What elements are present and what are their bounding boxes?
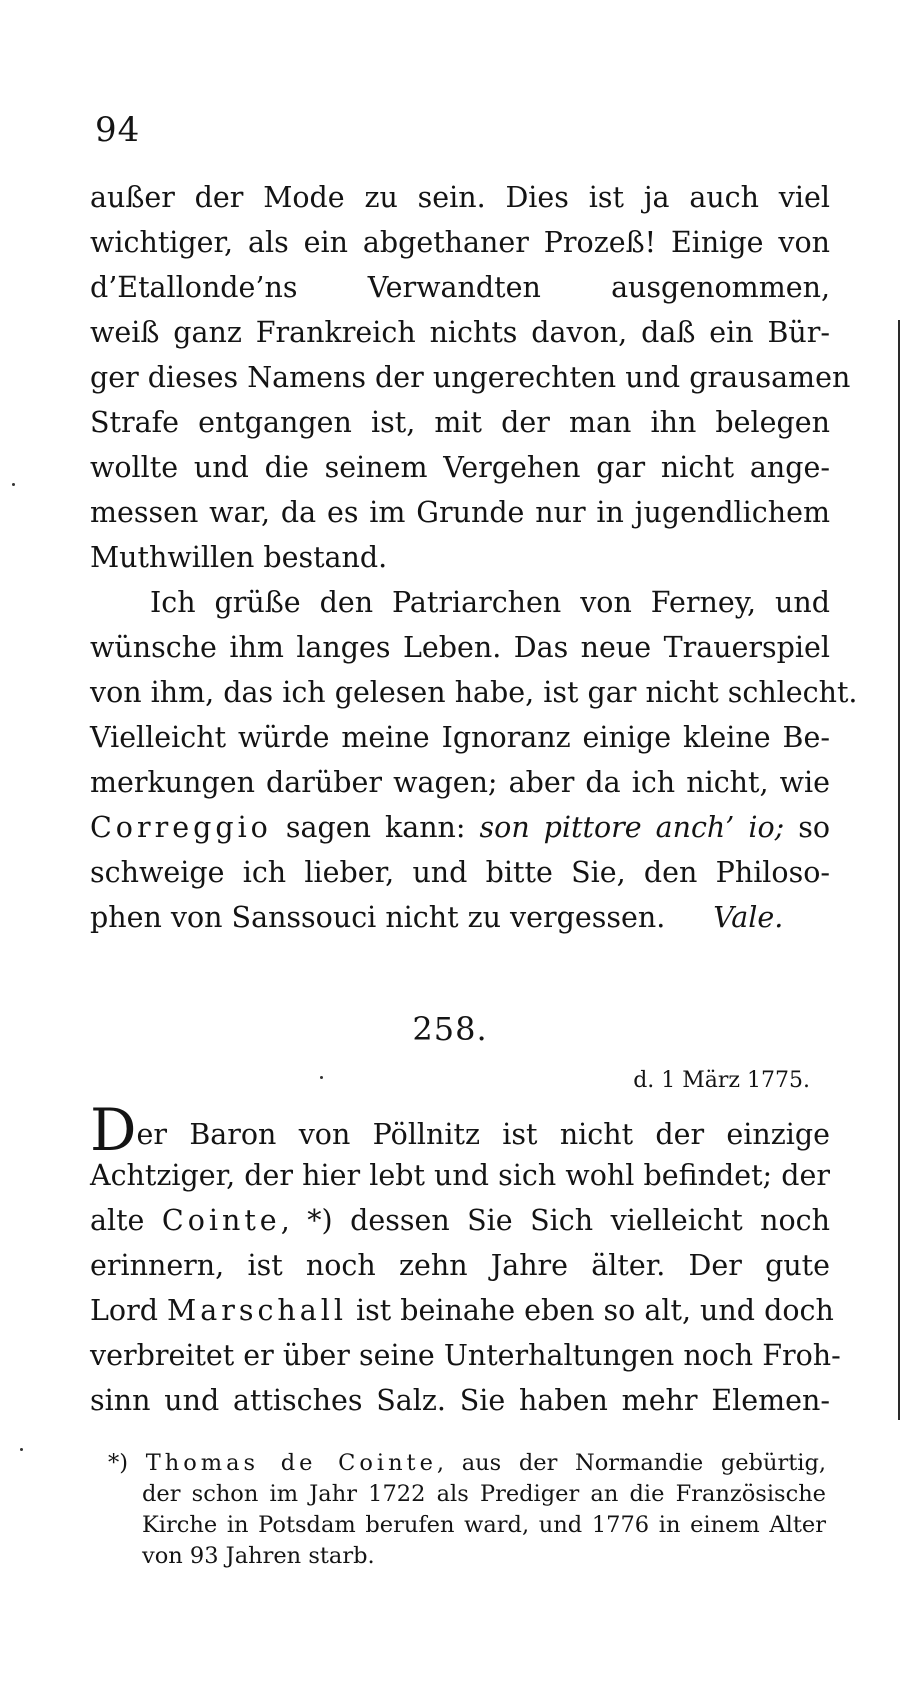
text-segment: , aus der Normandie gebürtig, — [436, 1450, 826, 1476]
text-line: Ich grüße den Patriarchen von Ferney, und — [150, 586, 830, 619]
name-thomas-de-cointe: Thomas de Cointe — [145, 1450, 437, 1476]
text-line-first — [90, 1096, 830, 1164]
footnote — [108, 1448, 826, 1572]
text-line: wünsche ihm langes Leben. Das neue Trauerspiel — [90, 631, 830, 664]
paragraph-new-letter — [90, 1096, 841, 1423]
text-line: Achtziger, der hier lebt und sich wohl befindet; der — [90, 1159, 830, 1192]
text-line: von ihm, das ich gelesen habe, ist gar nicht schlecht. — [90, 676, 858, 709]
text-line: schweige ich lieber, und bitte Sie, den Philoso- — [90, 856, 830, 889]
text-segment: , *) dessen Sie Sich vielleicht noch — [280, 1204, 830, 1237]
name-marschall: Marschall — [167, 1294, 347, 1327]
text-line: Strafe entgangen ist, mit der man ihn belegen — [90, 406, 830, 439]
paper-speck — [320, 1076, 323, 1079]
letter-date: d. 1 März 1775. — [633, 1068, 810, 1093]
text-line-correggio — [90, 805, 830, 850]
footnote-line — [108, 1448, 826, 1479]
text-segment: ist beinahe eben so alt, und doch — [346, 1294, 834, 1327]
text-line: erinnern, ist noch zehn Jahre älter. Der gute — [90, 1249, 830, 1282]
footnote-line: der schon im Jahr 1722 als Prediger an die Französische — [142, 1481, 826, 1507]
text-line: sinn und attisches Salz. Sie haben mehr Elemen- — [90, 1384, 830, 1417]
text-segment: alte — [90, 1204, 162, 1237]
text-segment: sagen kann: — [271, 811, 480, 844]
text-line: Vielleicht würde meine Ignoranz einige kleine Be- — [90, 721, 830, 754]
paper-speck — [20, 1448, 23, 1451]
text-segment: Lord — [90, 1294, 168, 1327]
footnote-line: Kirche in Potsdam berufen ward, und 1776 in einem Alter — [142, 1512, 826, 1538]
footnote-line: von 93 Jahren starb. — [142, 1543, 375, 1569]
drop-cap: D — [90, 1096, 137, 1164]
italian-quote: son pittore anch’ io; — [479, 811, 785, 844]
text-line: merkungen darüber wagen; aber da ich nicht, wie — [90, 766, 830, 799]
text-line: weiß ganz Frankreich nichts davon, daß ein Bür- — [90, 316, 830, 349]
closing-vale: Vale. — [713, 901, 784, 934]
text-segment: phen von Sanssouci nicht zu vergessen. — [90, 901, 666, 934]
text-line: wichtiger, als ein abgethaner Prozeß! Einige von — [90, 226, 830, 259]
text-line: Muthwillen bestand. — [90, 541, 388, 574]
text-line: außer der Mode zu sein. Dies ist ja auch viel — [90, 181, 830, 214]
letter-number: 258. — [412, 1010, 488, 1048]
text-line-closing — [90, 895, 830, 940]
footnote-marker: *) — [108, 1450, 146, 1476]
paragraph-previous-letter — [90, 175, 851, 580]
text-segment: so — [784, 811, 830, 844]
paper-speck — [12, 483, 15, 486]
name-correggio: Correggio — [90, 811, 272, 844]
paragraph-greeting — [90, 580, 858, 940]
page-number: 94 — [95, 110, 141, 150]
text-line-cointe — [90, 1198, 830, 1243]
text-segment: er Baron von Pöllnitz ist nicht der einzige — [136, 1118, 830, 1151]
name-cointe: Cointe — [161, 1204, 281, 1237]
text-line: messen war, da es im Grunde nur in jugendlichem — [90, 496, 830, 529]
text-line: verbreitet er über seine Unterhaltungen noch Froh- — [90, 1339, 841, 1372]
text-line: d’Etallonde’ns Verwandten ausgenommen, — [90, 271, 830, 304]
text-line: wollte und die seinem Vergehen gar nicht ange- — [90, 451, 830, 484]
text-line: ger dieses Namens der ungerechten und grausamen — [90, 361, 851, 394]
text-line-marschall — [90, 1288, 834, 1333]
